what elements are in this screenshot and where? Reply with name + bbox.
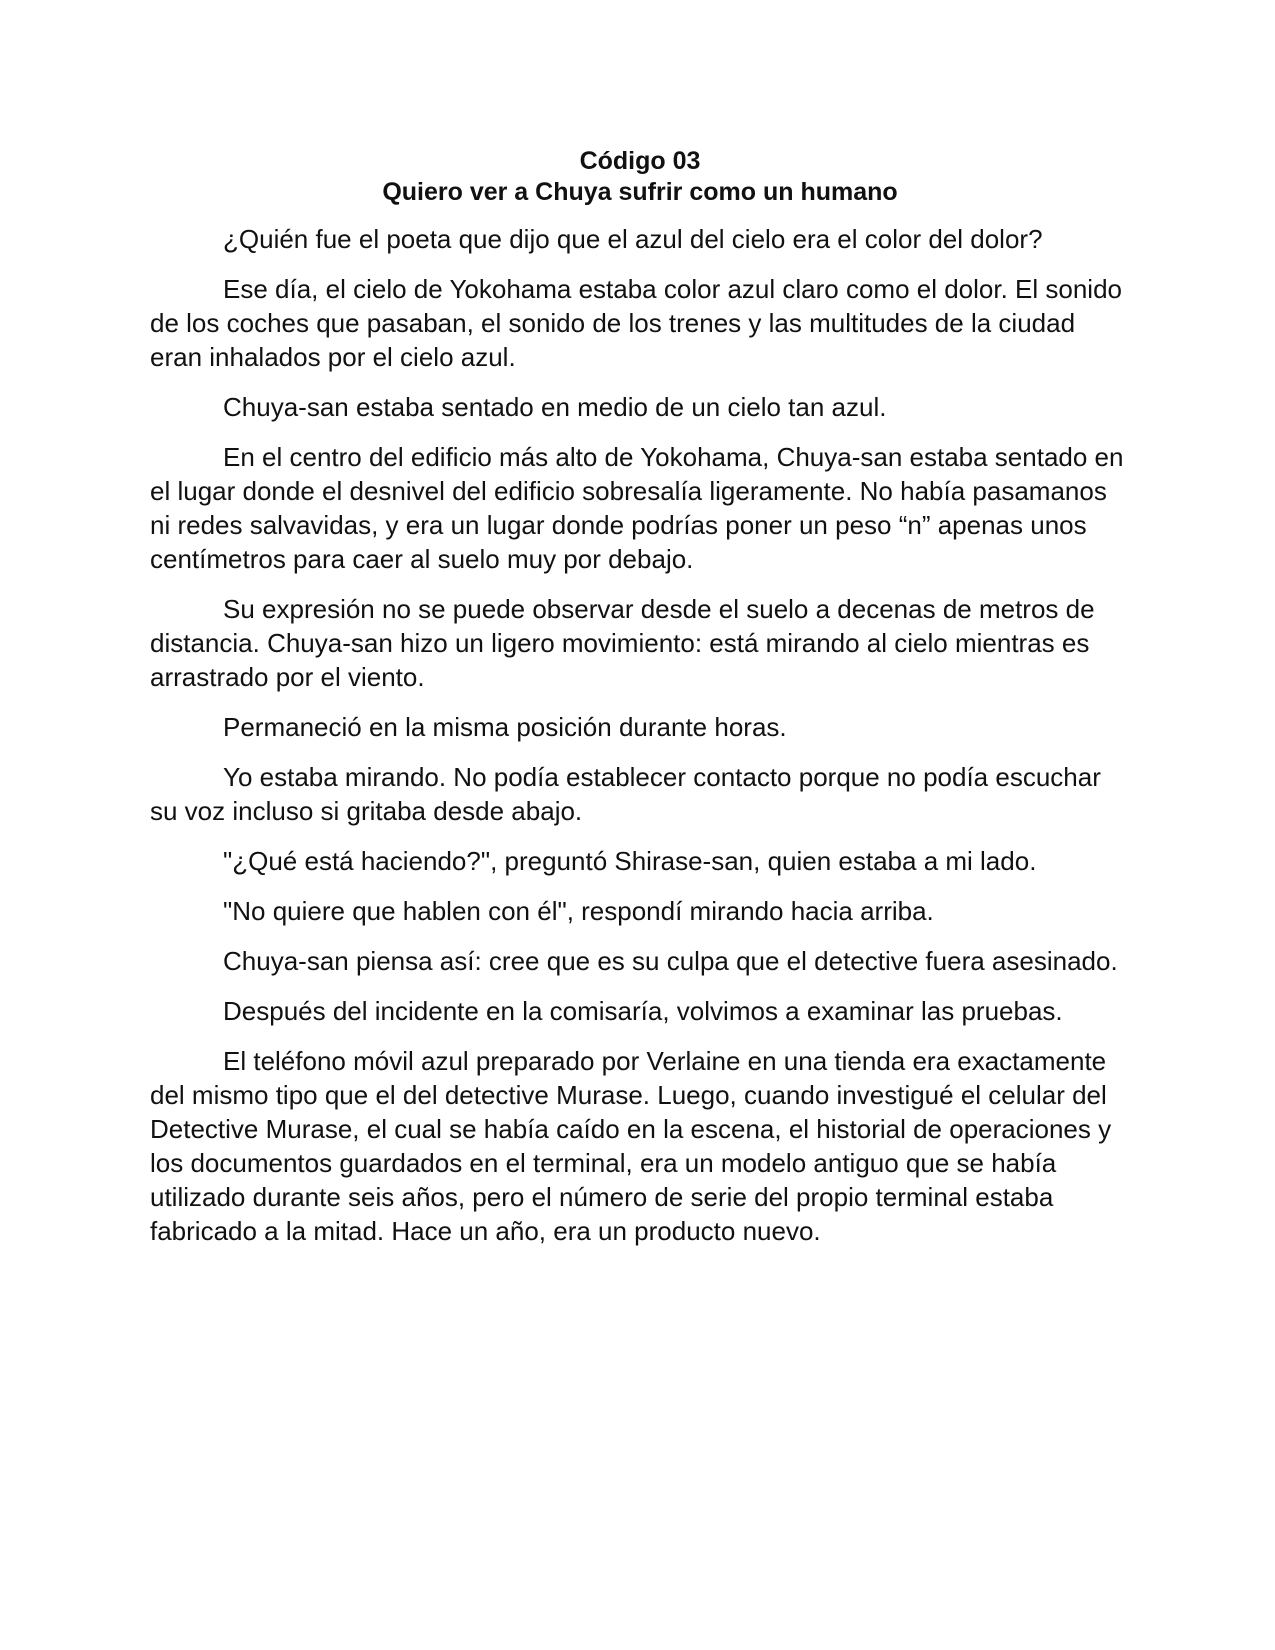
paragraph: Después del incidente en la comisaría, volvimos a examinar las pruebas. xyxy=(223,996,1063,1026)
chapter-heading xyxy=(150,146,1130,208)
paragraph: En el centro del edificio más alto de Yokohama, Chuya-san estaba sentado en el lugar donde el desnivel del edificio sobresalía ligeramente. No había pasamanos ni redes salvavidas, y era un lugar donde podrías poner un peso “n” apenas unos centímetros para caer al suelo muy por debajo. xyxy=(150,442,1124,574)
paragraph: "No quiere que hablen con él", respondí mirando hacia arriba. xyxy=(223,896,934,926)
paragraph: ¿Quién fue el poeta que dijo que el azul del cielo era el color del dolor? xyxy=(223,224,1043,254)
paragraph: El teléfono móvil azul preparado por Verlaine en una tienda era exactamente del mismo tipo que el del detective Murase. Luego, cuando investigué el celular del Detective Murase, el cual se había caído en la escena, el historial de operaciones y los documentos guardados en el terminal, era un modelo antiguo que se había utilizado durante seis años, pero el número de serie del propio terminal estaba fabricado a la mitad. Hace un año, era un producto nuevo. xyxy=(150,1046,1112,1246)
paragraph: Ese día, el cielo de Yokohama estaba color azul claro como el dolor. El sonido de los coches que pasaban, el sonido de los trenes y las multitudes de la ciudad eran inhalados por el cielo azul. xyxy=(150,274,1122,372)
chapter-title: Código 03 xyxy=(579,147,701,175)
paragraph: Yo estaba mirando. No podía establecer contacto porque no podía escuchar su voz incluso si gritaba desde abajo. xyxy=(150,762,1101,826)
paragraph: "¿Qué está haciendo?", preguntó Shirase-san, quien estaba a mi lado. xyxy=(223,846,1037,876)
paragraph: Chuya-san piensa así: cree que es su culpa que el detective fuera asesinado. xyxy=(223,946,1118,976)
page-content xyxy=(150,146,1130,1264)
paragraph: Chuya-san estaba sentado en medio de un cielo tan azul. xyxy=(223,392,887,422)
chapter-subtitle: Quiero ver a Chuya sufrir como un humano xyxy=(382,178,898,206)
paragraph: Su expresión no se puede observar desde el suelo a decenas de metros de distancia. Chuya-san hizo un ligero movimiento: está mirando al cielo mientras es arrastrado por el viento. xyxy=(150,594,1095,692)
paragraph: Permaneció en la misma posición durante horas. xyxy=(223,712,787,742)
